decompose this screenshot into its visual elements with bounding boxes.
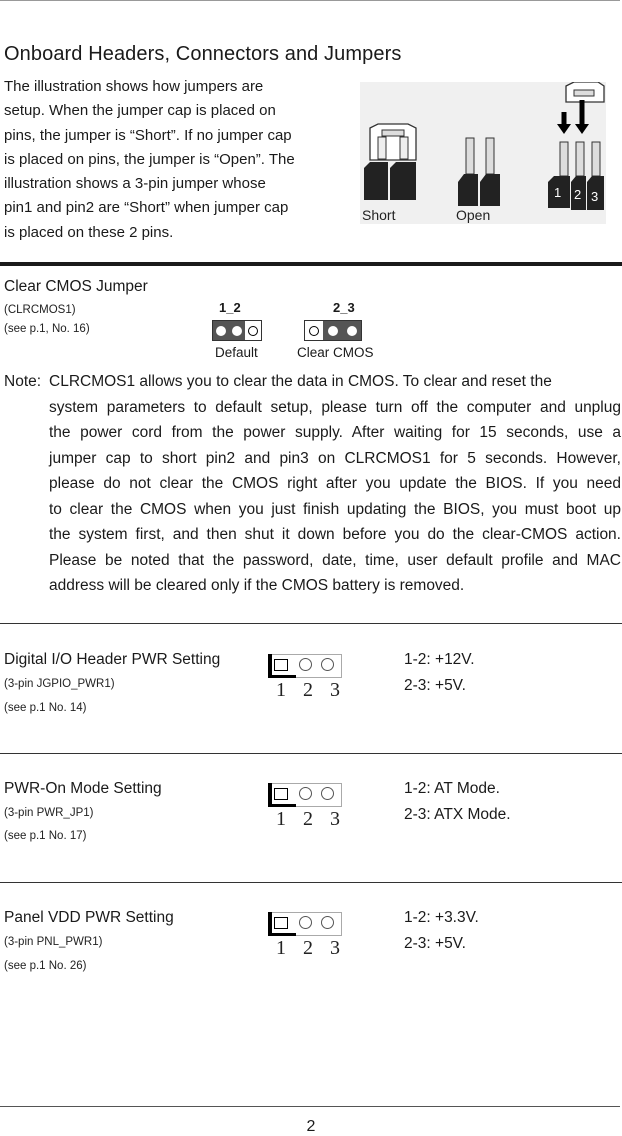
setting-option-2: 2-3: +5V. (404, 677, 466, 694)
setting-option-1: 1-2: AT Mode. (404, 780, 500, 797)
pin-open (305, 321, 323, 340)
pin-3 (321, 787, 334, 800)
pin-open (245, 321, 261, 340)
note-line: the system first, and then shut it down before you do the clear-CMOS action. (49, 526, 621, 543)
note-label: Note: (4, 373, 42, 390)
section-heading: Onboard Headers, Connectors and Jumpers (4, 43, 402, 65)
open-jumper-icon (458, 138, 500, 206)
setting-code: (3-pin JGPIO_PWR1) (4, 678, 115, 690)
pin-numbers (276, 937, 340, 960)
clear-jumper-diagram (304, 320, 362, 341)
pin-number: 2 (303, 937, 313, 959)
default-pins-label: 1_2 (219, 300, 241, 315)
pin-number-2: 2 (574, 187, 582, 202)
section-divider (0, 262, 622, 266)
pin-1 (274, 788, 288, 800)
setting-code: (3-pin PNL_PWR1) (4, 936, 103, 948)
pin-number: 1 (276, 808, 286, 830)
intro-line: illustration shows a 3-pin jumper whose (4, 175, 266, 193)
note-line: the power cord from the power supply. After waiting for 15 seconds, use a (49, 424, 621, 441)
setting-ref: (see p.1 No. 14) (4, 702, 87, 714)
pin-3 (321, 658, 334, 671)
clrcmos-code: (CLRCMOS1) (4, 304, 76, 316)
clrcmos-title: Clear CMOS Jumper (4, 278, 148, 295)
intro-line: is placed on these 2 pins. (4, 223, 174, 241)
jumper-illustration-drawing (360, 82, 606, 224)
pin-number: 1 (276, 937, 286, 959)
pin-shorted (213, 321, 229, 340)
divider (0, 623, 622, 624)
pin-number: 2 (303, 679, 313, 701)
note-line: please do not clear the CMOS right after you update the BIOS. If you need (49, 475, 621, 492)
note-body (49, 369, 621, 599)
pin1-marker (268, 933, 296, 936)
intro-line: pin1 and pin2 are “Short” when jumper cap (4, 199, 289, 217)
setting-title: Panel VDD PWR Setting (4, 909, 174, 926)
setting-title: PWR-On Mode Setting (4, 780, 162, 797)
pin-shorted (229, 321, 245, 340)
note-line: system parameters to default setup, please turn off the computer and unplug (49, 398, 621, 416)
pin-number-1: 1 (554, 185, 562, 200)
pin1-marker (268, 804, 296, 807)
footer-rule (0, 1106, 620, 1107)
pin-shorted (323, 321, 342, 340)
pin-number: 3 (330, 937, 340, 959)
three-pin-header-diagram (268, 783, 342, 829)
note-line: Please be noted that the password, date, time, user default profile and MAC (49, 551, 621, 569)
pin-number: 3 (330, 679, 340, 701)
default-label: Default (215, 345, 258, 360)
intro-line: The illustration shows how jumpers are (4, 78, 264, 95)
pin-number: 3 (330, 808, 340, 830)
clrcmos-ref: (see p.1, No. 16) (4, 323, 90, 335)
intro-line: is placed on pins, the jumper is “Open”. The (4, 150, 295, 168)
clear-cmos-label: Clear CMOS (297, 345, 374, 360)
pin-shorted (342, 321, 361, 340)
pin-number: 1 (276, 679, 286, 701)
pin-number-3: 3 (591, 189, 599, 204)
three-pin-header-diagram (268, 654, 342, 700)
intro-line: setup. When the jumper cap is placed on (4, 102, 276, 120)
divider (0, 882, 622, 883)
pin-2 (299, 658, 312, 671)
pin-numbers (276, 808, 340, 831)
three-pin-header-diagram (268, 912, 342, 958)
setting-code: (3-pin PWR_JP1) (4, 807, 94, 819)
short-label: Short (362, 207, 396, 223)
setting-option-1: 1-2: +12V. (404, 651, 475, 668)
jumper-illustration (360, 82, 606, 224)
setting-option-2: 2-3: +5V. (404, 935, 466, 952)
pin-1 (274, 659, 288, 671)
intro-line: pins, the jumper is “Short”. If no jumper cap (4, 126, 292, 144)
page-number: 2 (306, 1118, 316, 1135)
pin-numbers (276, 679, 340, 702)
open-label: Open (456, 207, 491, 223)
setting-ref: (see p.1 No. 17) (4, 830, 87, 842)
note-line: to clear the CMOS when you just finish updating the BIOS, you must boot up (49, 500, 621, 518)
short-jumper-icon (364, 124, 416, 200)
pin-3 (321, 916, 334, 929)
top-rule (0, 0, 620, 1)
setting-option-2: 2-3: ATX Mode. (404, 806, 511, 823)
setting-option-1: 1-2: +3.3V. (404, 909, 479, 926)
note-line: jumper cap to short pin2 and pin3 on CLRCMOS1 for 5 seconds. However, (49, 449, 621, 467)
pin-2 (299, 787, 312, 800)
setting-title: Digital I/O Header PWR Setting (4, 651, 221, 668)
setting-ref: (see p.1 No. 26) (4, 960, 87, 972)
divider (0, 753, 622, 754)
pin-1 (274, 917, 288, 929)
intro-paragraph (4, 75, 326, 245)
note-line: address will be cleared only if the CMOS battery is removed. (49, 577, 465, 594)
pin-number: 2 (303, 808, 313, 830)
clear-pins-label: 2_3 (333, 300, 355, 315)
note-line: CLRCMOS1 allows you to clear the data in CMOS. To clear and reset the (49, 373, 552, 390)
pin-2 (299, 916, 312, 929)
default-jumper-diagram (212, 320, 262, 341)
pin1-marker (268, 675, 296, 678)
